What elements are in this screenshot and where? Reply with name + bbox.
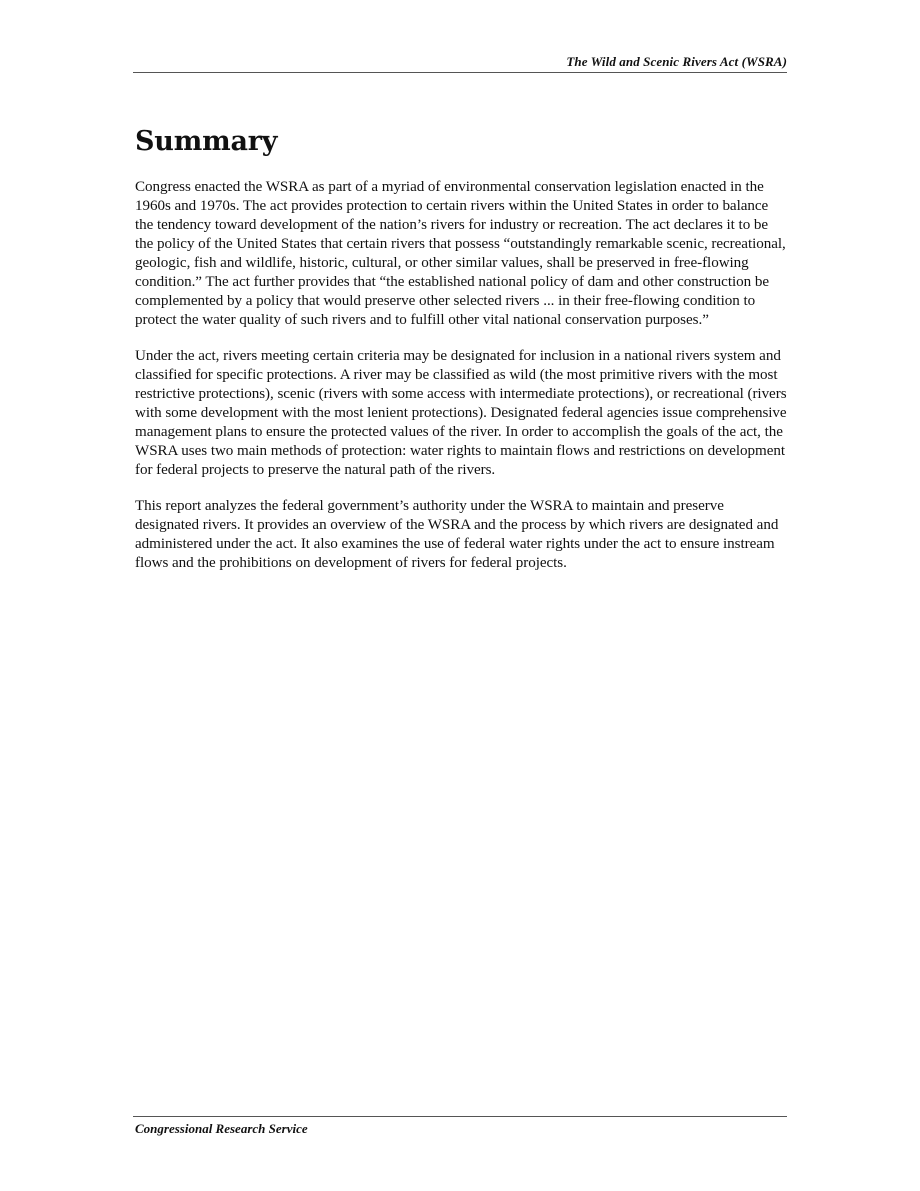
footer-rule [133, 1116, 787, 1117]
page-title: Summary [135, 126, 278, 157]
paragraph-1: Congress enacted the WSRA as part of a myriad of environmental conservation legislation enacted in the 1960s and 1970s. The act provides protection to certain rivers within the United States in order to balance the tendency toward development of the nation’s rivers for industry or recreation. The act declares it to be the policy of the United States that certain rivers that possess “outstandingly remarkable scenic, recreational, geologic, fish and wildlife, historic, cultural, or other similar values, shall be preserved in free-flowing condition.” The act further provides that “the established national policy of dam and other construction be complemented by a policy that would preserve other selected rivers ... in their free-flowing condition to protect the water quality of such rivers and to fulfill other vital national conservation purposes.” [135, 179, 786, 328]
paragraph-2: Under the act, rivers meeting certain criteria may be designated for inclusion in a national rivers system and classified for specific protections. A river may be classified as wild (the most primitive rivers with the most restrictive protections), scenic (rivers with some access with intermediate protections), or recreational (rivers with some development with the most lenient protections). Designated federal agencies issue comprehensive management plans to ensure the protected values of the river. In order to accomplish the goals of the act, the WSRA uses two main methods of protection: water rights to maintain flows and restrictions on development for federal projects to preserve the natural path of the rivers. [135, 348, 787, 478]
running-footer: Congressional Research Service [135, 1121, 308, 1136]
running-header: The Wild and Scenic Rivers Act (WSRA) [566, 54, 787, 69]
paragraph-3: This report analyzes the federal government’s authority under the WSRA to maintain and preserve designated rivers. It provides an overview of the WSRA and the process by which rivers are designated and administered under the act. It also examines the use of federal water rights under the act to ensure instream flows and the prohibitions on development of rivers for federal projects. [135, 498, 779, 571]
summary-body [135, 178, 790, 590]
header-rule [133, 72, 787, 73]
